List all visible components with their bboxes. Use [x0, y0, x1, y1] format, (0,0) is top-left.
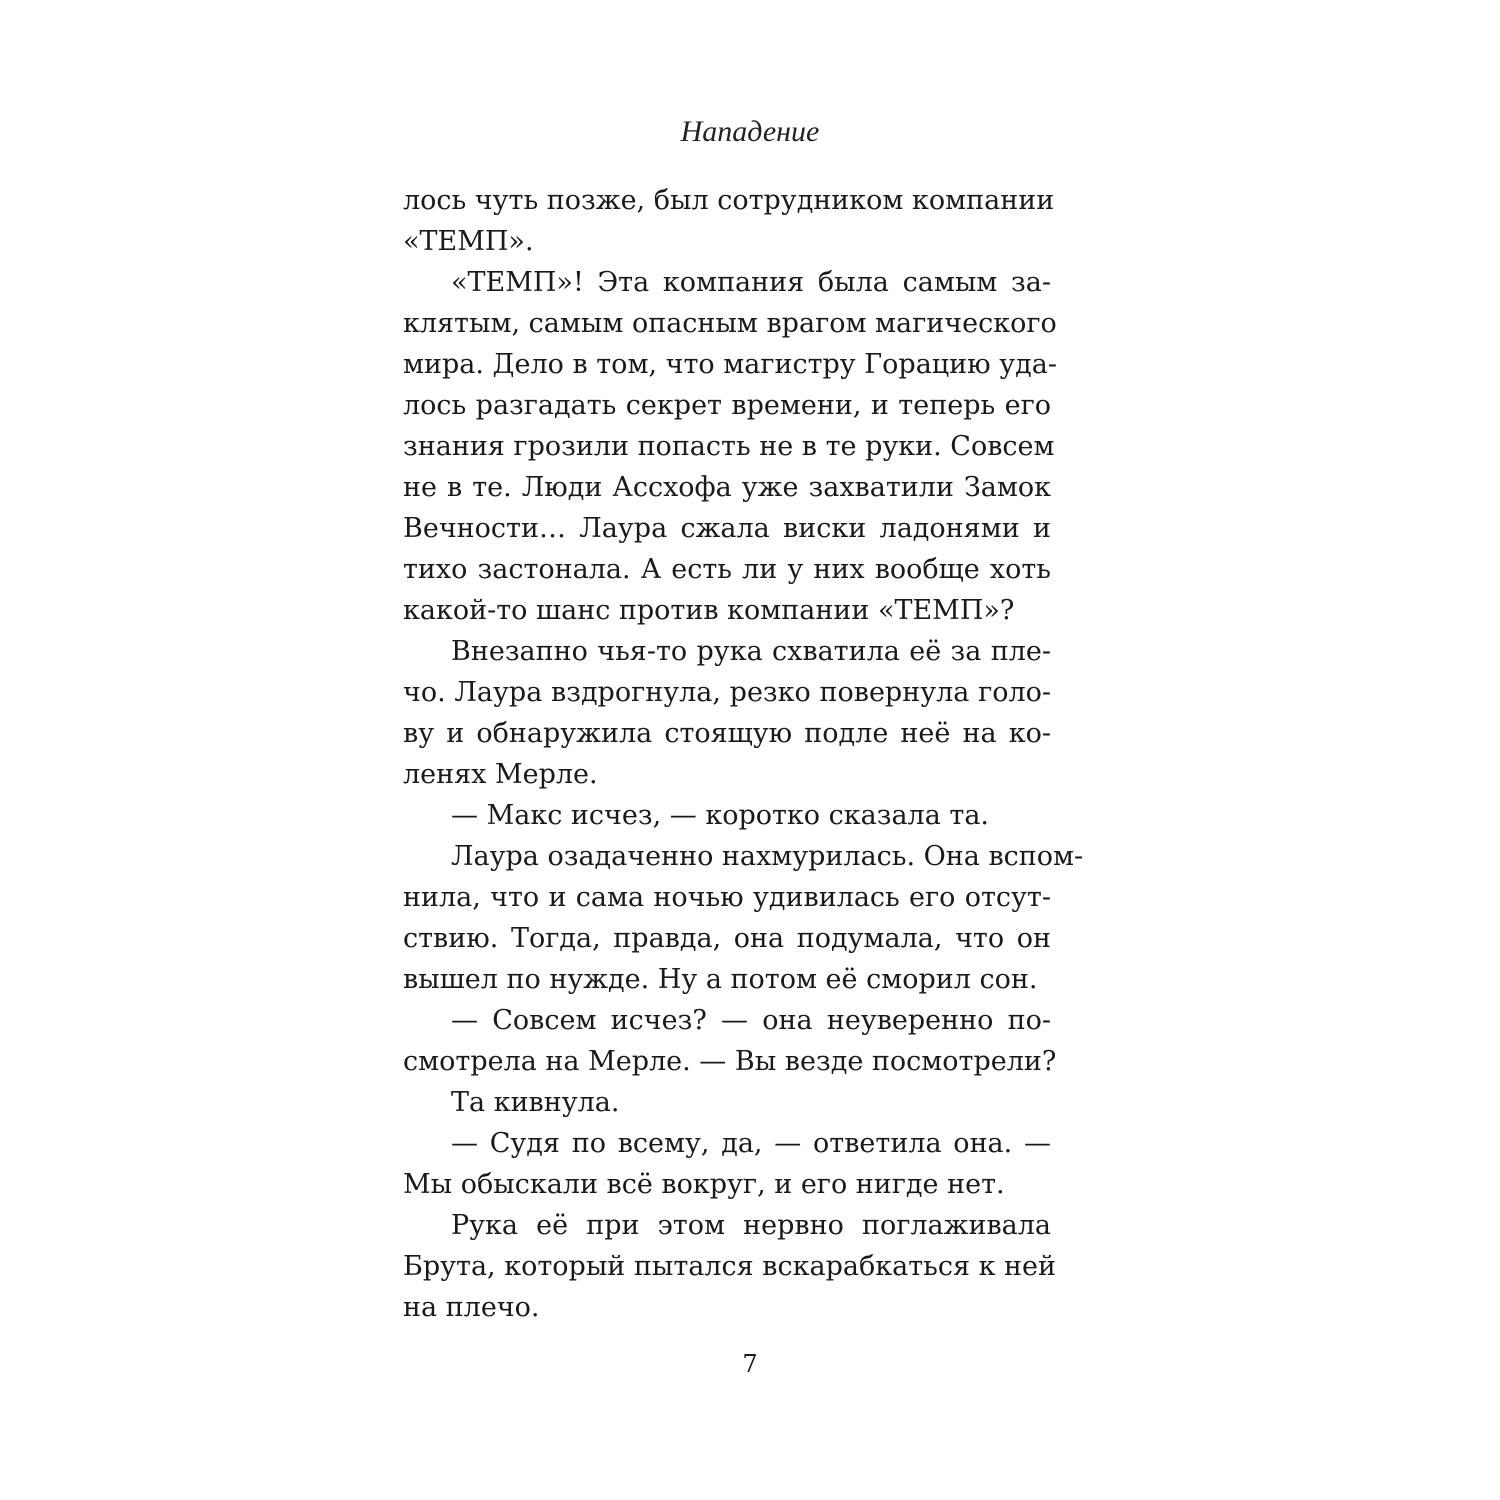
running-head: Нападение: [680, 115, 820, 148]
text-line: мира. Дело в том, что магистру Горацию уда-: [403, 349, 1057, 380]
text-line: нила, что и сама ночью удивилась его отсут-: [403, 882, 1051, 913]
text-line: лось разгадать секрет времени, и теперь его: [403, 390, 1051, 421]
text-line: Внезапно чья-то рука схватила её за пле-: [451, 636, 1051, 667]
text-line: Лаура озадаченно нахмурилась. Она вспом-: [451, 841, 1084, 872]
text-line: Та кивнула.: [451, 1087, 620, 1118]
text-line: смотрела на Мерле. — Вы везде посмотрели?: [403, 1046, 1057, 1077]
text-line: знания грозили попасть не в те руки. Совсем: [403, 431, 1055, 462]
text-line: — Совсем исчез? — она неуверенно по-: [451, 1005, 1051, 1036]
text-line: вышел по нужде. Ну а потом её сморил сон.: [403, 964, 1038, 995]
text-line: тихо застонала. А есть ли у них вообще хоть: [403, 554, 1051, 585]
body-text: [403, 180, 1084, 1328]
text-line: Вечности… Лаура сжала виски ладонями и: [403, 513, 1051, 544]
text-line: — Макс исчез, — коротко сказала та.: [451, 800, 990, 831]
text-line: на плечо.: [403, 1292, 540, 1323]
text-line: Рука её при этом нервно поглаживала: [451, 1210, 1051, 1241]
page-number: 7: [742, 1350, 758, 1378]
text-line: не в те. Люди Ассхофа уже захватили Замок: [403, 472, 1051, 503]
text-line: Брута, который пытался вскарабкаться к ней: [403, 1251, 1056, 1282]
text-line: ву и обнаружила стоящую подле неё на ко-: [403, 718, 1051, 749]
text-line: клятым, самым опасным врагом магического: [403, 308, 1057, 339]
text-line: ствию. Тогда, правда, она подумала, что он: [403, 923, 1051, 954]
text-line: какой-то шанс против компании «ТЕМП»?: [403, 595, 1015, 626]
text-line: — Судя по всему, да, — ответила она. —: [451, 1128, 1051, 1159]
text-line: ленях Мерле.: [403, 759, 598, 790]
text-line: лось чуть позже, был сотрудником компании: [403, 185, 1055, 216]
text-line: чо. Лаура вздрогнула, резко повернула голо-: [403, 677, 1051, 708]
text-line: «ТЕМП»! Эта компания была самым за-: [451, 267, 1051, 298]
text-line: «ТЕМП».: [403, 226, 534, 257]
text-line: Мы обыскали всё вокруг, и его нигде нет.: [403, 1169, 1005, 1200]
